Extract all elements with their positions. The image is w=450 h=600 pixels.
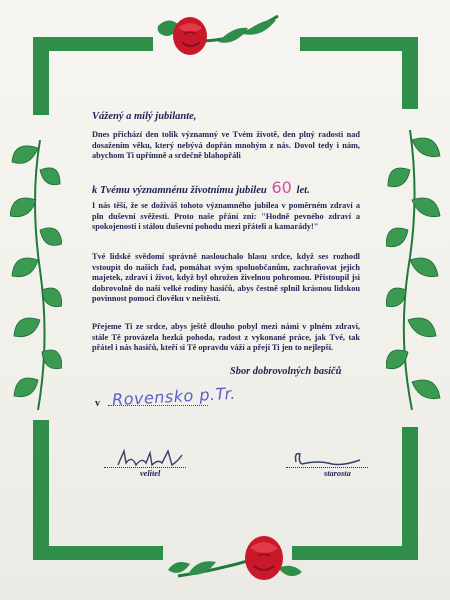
commander-role-label: velitel [140,469,161,478]
frame-corner-top-right [300,37,418,51]
closing-paragraph: Přejeme Ti ze srdce, abys ještě dlouho pobyl mezi námi v plném zdraví, stále Tě provázela hezká pohoda, radost z vykonané práce, jak Tvé, tak přátel i nás hasičů, kteří si Tě opravdu váží a přejí Ti jen to nejlepší. [92,322,360,353]
jubilee-prefix: k Tvému významnénu životnímu jubileu [92,185,267,196]
leaf-vine-icon [386,130,442,410]
frame-corner-bottom-right [402,427,418,560]
mayor-role-label: starosta [324,469,351,478]
jubilee-suffix: let. [296,185,310,196]
frame-corner-top-left [33,37,153,51]
service-paragraph: Tvé lidské svědomí správně naslouchalo hlasu srdce, když ses rozhodl vstoupit do našich řad, pomáhat svým spoluobčanům, zachraňovat jejich majetek, zdraví i život, když byl ohrožen živelnou pohromou. Přistoupil jsi dobrovolně do naší velké rodiny hasičů, abys čestně splnil krásnou lidskou povinnost pomoci člověku v neštěstí. [92,252,360,304]
frame-corner-bottom-right [292,546,418,560]
commander-signature-line [104,467,186,468]
place-line [108,405,208,406]
organization-name: Sbor dobrovolných basičů [230,366,342,377]
jubilee-age: 60 [271,178,292,197]
frame-corner-bottom-left [33,546,163,560]
rose-icon [148,6,283,68]
mayor-signature-line [286,467,368,468]
leaf-vine-icon [10,140,62,410]
jubilee-line [92,178,310,197]
place-prefix: v [95,398,100,409]
frame-corner-bottom-left [33,420,49,560]
salutation: Vážený a milý jubilante, [92,111,197,122]
rose-icon [168,528,308,594]
wish-paragraph: I nás těší, že se dožíváš tohoto významného jubilea v poměrném zdraví a pln duševní svěžesti. Proto naše přání zní: "Hodně pevného zdraví a spokojenosti i stálou duševní pohodu mezi přáteli a kamarády!" [92,201,360,232]
intro-paragraph: Dnes přichází den tolik významný ve Tvém životě, den plný radosti nad dosažením věku, který nebývá dopřán mnohým z nás. Dovol tedy i nám, abychom Ti upřímně a srdečně blahopřáli [92,130,360,161]
handwritten-place: Rovensko p.Tr. [111,383,237,410]
